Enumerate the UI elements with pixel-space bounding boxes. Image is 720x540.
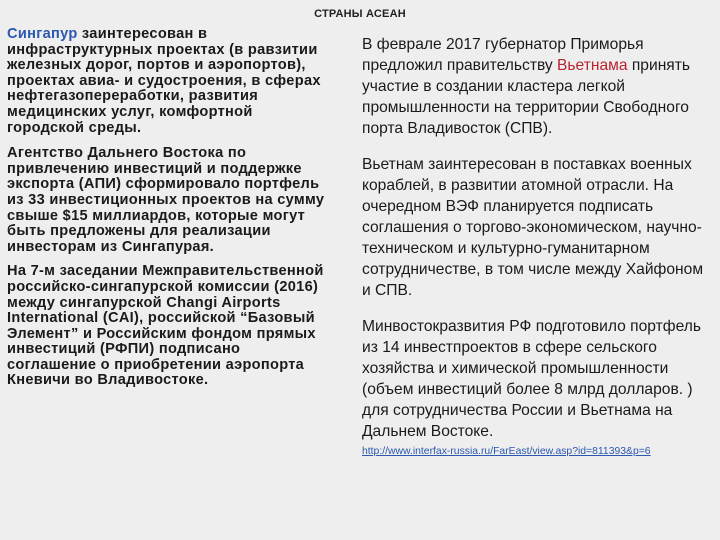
ministry-portfolio-paragraph: Минвостокразвития РФ подготовило портфель из 14 инвестпроектов в сфере сельского хозяйства и химической промышленности (объем инвестиций более 8 млрд долларов. ) для сотрудничества России и Вьетнама на Дальнем Востоке. xyxy=(362,318,701,440)
singapore-highlight: Сингапур xyxy=(7,26,78,42)
source-link[interactable]: http://www.interfax-russia.ru/FarEast/view.asp?id=811393&p=6 xyxy=(362,446,651,457)
slide-title: СТРАНЫ АСЕАН xyxy=(314,8,406,20)
vietnam-cluster-text-before: В феврале 2017 губернатор Приморья предложил правительству xyxy=(362,36,644,74)
right-column xyxy=(362,34,707,460)
vietnam-interests-paragraph: Вьетнам заинтересован в поставках военных кораблей, в развитии атомной отрасли. На очередном ВЭФ планируется подписать соглашения о торгово-экономическом, научно-техническом и культурно-гуманитарном сотрудничестве, в том числе между Хайфоном и СПВ. xyxy=(362,156,704,299)
vietnam-highlight: Вьетнама xyxy=(557,57,628,74)
commission-meeting-paragraph: На 7-м заседании Межправительственной российско-сингапурской комиссии (2016) между сингапурской Changi Airports International (CAI), российской “Базовый Элемент” и Российским фондом прямых инвестиций (РФПИ) подписано соглашение о приобретении аэропорта Кневичи во Владивостоке. xyxy=(7,263,324,389)
vietnam-cluster-text-after: принять участие в создании кластера легкой промышленности на территории Свободного порта Владивосток (СПВ). xyxy=(362,57,691,137)
singapore-interests-paragraph xyxy=(7,27,332,136)
investment-agency-paragraph: Агентство Дальнего Востока по привлечению инвестиций и поддержке экспорта (АПИ) сформировало портфель из 33 инвестиционных проектов на сумму свыше $15 миллиардов, которые могут быть предложены для реализации инвесторам из Сингапурая. xyxy=(7,145,325,255)
left-column xyxy=(7,27,332,389)
singapore-interests-text: заинтересован в инфраструктурных проектах (в равзитии железных дорог, портов и аэропортов), проектах авиа- и судостроения, в сферах нефтегазопереработки, развития медицинских услуг, комфортной городской среды. xyxy=(7,26,321,136)
vietnam-cluster-paragraph xyxy=(362,34,707,139)
